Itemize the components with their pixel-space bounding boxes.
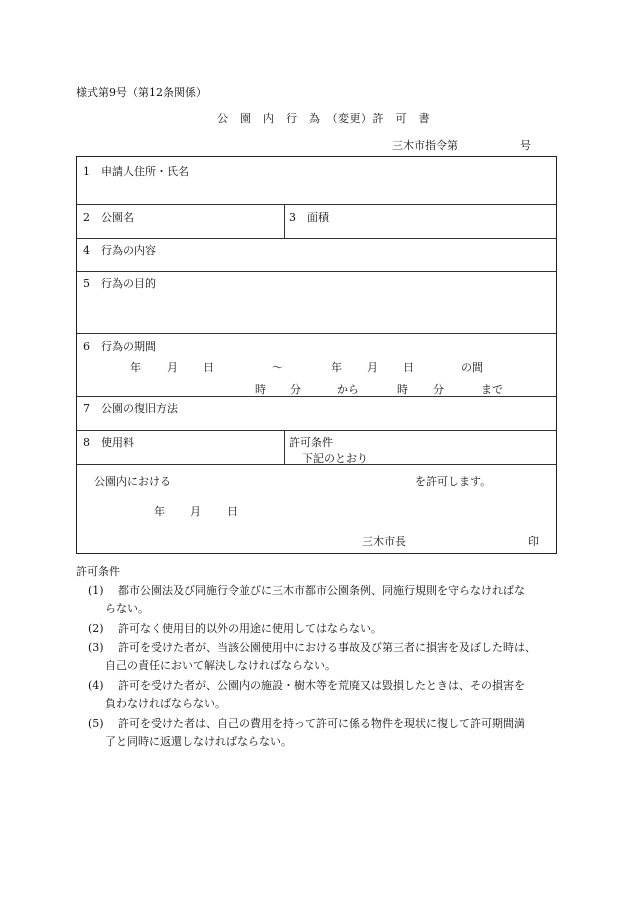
period-min-start: 分 xyxy=(290,383,301,396)
condition-text-cont: 了と同時に返還しなければならない。 xyxy=(105,735,292,748)
period-day-end: 日 xyxy=(403,361,414,374)
mayor-title: 三木市長 xyxy=(362,535,406,548)
condition-item xyxy=(76,715,566,751)
restoration-method-label: 7 公園の復旧方法 xyxy=(83,402,178,415)
period-hour-end: 時 xyxy=(397,383,408,396)
permit-number-suffix: 号 xyxy=(520,139,531,152)
period-tilde: ～ xyxy=(272,361,283,374)
issue-date-day: 日 xyxy=(227,505,238,518)
conditions-heading: 許可条件 xyxy=(76,565,120,578)
row-divider xyxy=(77,238,556,239)
period-min-end: 分 xyxy=(433,383,444,396)
activity-period-label: 6 行為の期間 xyxy=(83,340,156,353)
activity-content-label: 4 行為の内容 xyxy=(83,244,156,257)
col-divider xyxy=(284,430,285,464)
row-divider xyxy=(77,333,556,334)
issue-date-year: 年 xyxy=(154,505,165,518)
condition-text: 都市公園法及び同施行令並びに三木市都市公園条例、同施行規則を守らなければな xyxy=(118,584,525,597)
condition-number: (3) xyxy=(88,641,104,654)
period-between: の間 xyxy=(461,361,483,374)
condition-text-cont: 自己の責任において解決しなければならない。 xyxy=(105,659,336,672)
condition-number: (1) xyxy=(88,584,104,597)
condition-item xyxy=(76,639,566,675)
row-divider xyxy=(77,430,556,431)
permit-conditions-value: 下記のとおり xyxy=(302,452,368,465)
period-day-start: 日 xyxy=(203,361,214,374)
form-number: 様式第9号（第12条関係） xyxy=(76,86,207,99)
permit-conditions-label: 許可条件 xyxy=(289,436,333,449)
seal-mark: 印 xyxy=(528,535,539,548)
park-name-label: 2 公園名 xyxy=(83,211,134,224)
issue-date-month: 月 xyxy=(190,505,201,518)
applicant-label: 1 申請人住所・氏名 xyxy=(83,165,189,178)
in-park-text: 公園内における xyxy=(94,475,171,488)
page-title: 公 園 内 行 為 （変更）許 可 書 xyxy=(217,112,430,125)
condition-text: 許可なく使用目的以外の用途に使用してはならない。 xyxy=(118,622,382,635)
period-year-start: 年 xyxy=(130,361,141,374)
row-divider xyxy=(77,204,556,205)
condition-text-cont: らない。 xyxy=(105,602,149,615)
activity-purpose-label: 5 行為の目的 xyxy=(83,277,156,290)
condition-text: 許可を受けた者は、自己の費用を持って許可に係る物件を現状に復して許可期間満 xyxy=(118,717,525,730)
period-from: から xyxy=(337,383,359,396)
permit-form-table xyxy=(76,156,557,554)
period-year-end: 年 xyxy=(331,361,342,374)
condition-text-cont: 負わなければならない。 xyxy=(105,697,226,710)
area-label: 3 面積 xyxy=(289,211,329,224)
condition-text: 許可を受けた者が、公園内の施設・樹木等を荒廃又は毀損したときは、その損害を xyxy=(118,679,525,692)
condition-item xyxy=(76,582,566,618)
usage-fee-label: 8 使用料 xyxy=(83,436,134,449)
period-until: まで xyxy=(481,383,503,396)
condition-item xyxy=(76,620,566,638)
condition-number: (4) xyxy=(88,679,104,692)
condition-number: (2) xyxy=(88,622,104,635)
condition-text: 許可を受けた者が、当該公園使用中における事故及び第三者に損害を及ぼした時は、 xyxy=(118,641,536,654)
period-hour-start: 時 xyxy=(255,383,266,396)
row-divider xyxy=(77,271,556,272)
period-month-start: 月 xyxy=(167,361,178,374)
condition-number: (5) xyxy=(88,717,104,730)
period-month-end: 月 xyxy=(367,361,378,374)
permit-number-prefix: 三木市指令第 xyxy=(392,139,458,152)
condition-item xyxy=(76,677,566,713)
permit-statement: を許可します。 xyxy=(415,475,492,488)
col-divider xyxy=(284,204,285,238)
